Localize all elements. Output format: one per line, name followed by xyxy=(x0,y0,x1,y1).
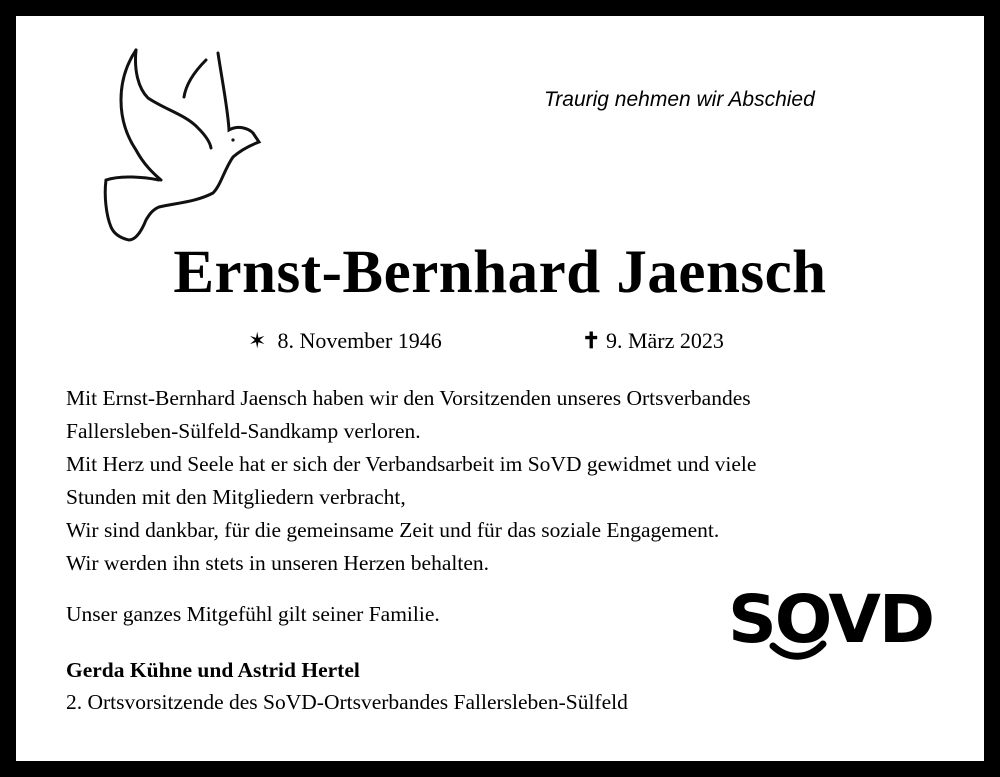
signer-names: Gerda Kühne und Astrid Hertel xyxy=(66,658,360,682)
headline: Traurig nehmen wir Abschied xyxy=(544,88,815,111)
death-date: 9. März 2023 xyxy=(605,328,724,353)
text-line: Wir sind dankbar, für die gemeinsame Zeit und für das soziale Engagement. xyxy=(66,518,720,542)
birth-date-line xyxy=(248,328,442,354)
birth-date: 8. November 1946 xyxy=(277,328,442,353)
svg-text:SOVD: SOVD xyxy=(728,584,933,658)
dove-icon xyxy=(86,40,286,260)
obituary-text xyxy=(66,382,756,580)
sovd-logo xyxy=(728,584,948,664)
text-line: Fallersleben-Sülfeld-Sandkamp verloren. xyxy=(66,419,421,443)
deceased-name: Ernst-Bernhard Jaensch xyxy=(173,239,827,306)
death-date-line xyxy=(582,328,724,354)
closing-text: Unser ganzes Mitgefühl gilt seiner Familie. xyxy=(66,602,440,626)
text-line: Wir werden ihn stets in unseren Herzen behalten. xyxy=(66,551,490,575)
death-cross-icon: ✝ xyxy=(582,328,601,353)
birth-star-icon: ✶ xyxy=(248,328,267,353)
text-line: Stunden mit den Mitgliedern verbracht, xyxy=(66,485,406,509)
obituary-card xyxy=(16,16,984,761)
text-line: Mit Herz und Seele hat er sich der Verbandsarbeit im SoVD gewidmet und viele xyxy=(66,452,757,476)
text-line: Mit Ernst-Bernhard Jaensch haben wir den Vorsitzenden unseres Ortsverbandes xyxy=(66,386,751,410)
signer-role: 2. Ortsvorsitzende des SoVD-Ortsverbandes Fallersleben-Sülfeld xyxy=(66,690,628,714)
